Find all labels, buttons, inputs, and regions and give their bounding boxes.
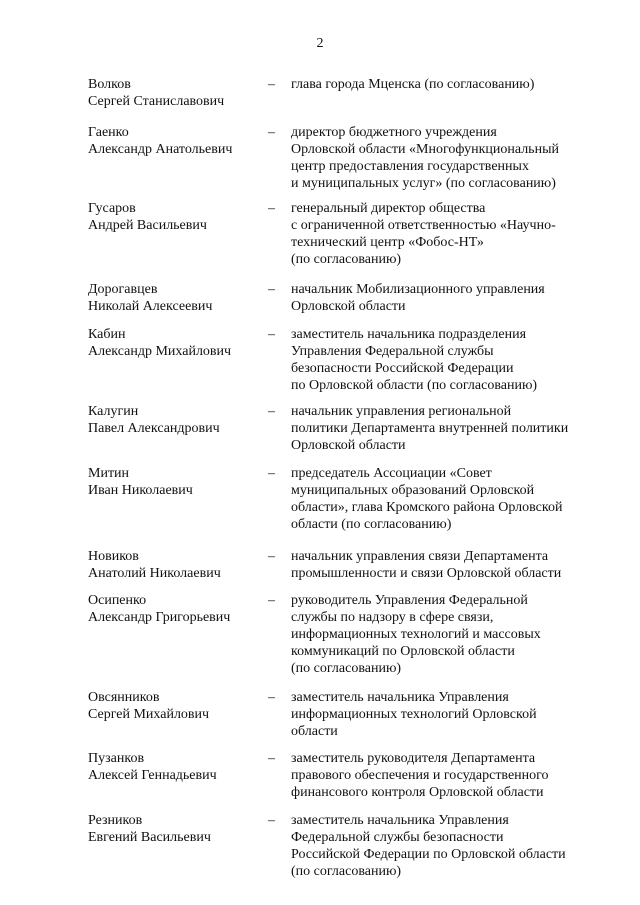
dash-separator: – <box>268 125 275 140</box>
member-position <box>291 812 594 880</box>
member-name <box>88 281 268 315</box>
dash-separator: – <box>268 751 275 766</box>
member-position <box>291 465 594 533</box>
position-line: заместитель начальника подразделения <box>291 327 527 342</box>
roster-entry <box>0 326 640 403</box>
position-line: (по согласованию) <box>291 661 402 676</box>
member-surname: Кабин <box>88 327 126 342</box>
page-number: 2 <box>316 36 324 51</box>
member-name <box>88 465 268 499</box>
position-line: заместитель начальника Управления <box>291 813 509 828</box>
position-line: генеральный директор общества <box>291 201 486 216</box>
member-given-names: Сергей Станиславович <box>88 94 225 109</box>
dash-separator: – <box>268 690 275 705</box>
member-name <box>88 548 268 582</box>
position-line: области <box>291 724 338 739</box>
position-line: председатель Ассоциации «Совет <box>291 466 492 481</box>
roster-entry <box>0 750 640 812</box>
member-surname: Дорогавцев <box>88 282 158 297</box>
member-name <box>88 200 268 234</box>
roster-entry <box>0 200 640 281</box>
position-line: начальник управления связи Департамента <box>291 549 549 564</box>
member-surname: Осипенко <box>88 593 147 608</box>
member-position <box>291 326 594 394</box>
dash-separator: – <box>268 77 275 92</box>
roster-entry <box>0 548 640 592</box>
dash-separator: – <box>268 404 275 419</box>
member-position <box>291 689 594 740</box>
member-name <box>88 76 268 110</box>
position-line: области», глава Кромского района Орловской <box>291 500 563 515</box>
member-given-names: Анатолий Николаевич <box>88 566 221 581</box>
member-surname: Гаенко <box>88 125 129 140</box>
dash-separator: – <box>268 593 275 608</box>
member-given-names: Александр Михайлович <box>88 344 232 359</box>
dash-separator: – <box>268 201 275 216</box>
roster-entry <box>0 76 640 124</box>
dash-separator: – <box>268 327 275 342</box>
member-name <box>88 326 268 360</box>
position-line: Федеральной службы безопасности <box>291 830 504 845</box>
member-name <box>88 689 268 723</box>
position-line: финансового контроля Орловской области <box>291 785 544 800</box>
member-surname: Волков <box>88 77 131 92</box>
roster-entry <box>0 465 640 548</box>
position-line: заместитель руководителя Департамента <box>291 751 536 766</box>
position-line: муниципальных образований Орловской <box>291 483 535 498</box>
member-name <box>88 812 268 846</box>
member-name <box>88 403 268 437</box>
member-position <box>291 200 594 268</box>
member-given-names: Павел Александрович <box>88 421 220 436</box>
member-given-names: Андрей Васильевич <box>88 218 207 233</box>
member-position <box>291 592 594 677</box>
commission-roster <box>0 76 640 884</box>
member-given-names: Александр Григорьевич <box>88 610 231 625</box>
position-line: технический центр «Фобос-НТ» <box>291 235 484 250</box>
roster-entry <box>0 124 640 200</box>
position-line: начальник Мобилизационного управления <box>291 282 545 297</box>
member-given-names: Сергей Михайлович <box>88 707 210 722</box>
roster-entry <box>0 403 640 465</box>
member-name <box>88 750 268 784</box>
member-given-names: Александр Анатольевич <box>88 142 233 157</box>
member-given-names: Иван Николаевич <box>88 483 193 498</box>
position-line: информационных технологий и массовых <box>291 627 541 642</box>
member-position <box>291 750 594 801</box>
position-line: и муниципальных услуг» (по согласованию) <box>291 176 556 191</box>
member-given-names: Николай Алексеевич <box>88 299 213 314</box>
dash-separator: – <box>268 282 275 297</box>
member-surname: Калугин <box>88 404 139 419</box>
position-line: директор бюджетного учреждения <box>291 125 497 140</box>
position-line: начальник управления региональной <box>291 404 512 419</box>
position-line: Управления Федеральной службы <box>291 344 494 359</box>
position-line: глава города Мценска (по согласованию) <box>291 77 535 92</box>
position-line: политики Департамента внутренней политики <box>291 421 569 436</box>
position-line: руководитель Управления Федеральной <box>291 593 528 608</box>
member-surname: Овсянников <box>88 690 160 705</box>
position-line: правового обеспечения и государственного <box>291 768 549 783</box>
roster-entry <box>0 592 640 689</box>
position-line: службы по надзору в сфере связи, <box>291 610 494 625</box>
position-line: (по согласованию) <box>291 864 402 879</box>
member-position <box>291 403 594 454</box>
dash-separator: – <box>268 466 275 481</box>
roster-entry <box>0 689 640 750</box>
position-line: безопасности Российской Федерации <box>291 361 514 376</box>
dash-separator: – <box>268 549 275 564</box>
position-line: коммуникаций по Орловской области <box>291 644 515 659</box>
member-name <box>88 592 268 626</box>
member-given-names: Алексей Геннадьевич <box>88 768 217 783</box>
member-position <box>291 281 594 315</box>
position-line: Орловской области <box>291 299 406 314</box>
position-line: с ограниченной ответственностью «Научно- <box>291 218 556 233</box>
member-name <box>88 124 268 158</box>
member-position <box>291 548 594 582</box>
position-line: Орловской области <box>291 438 406 453</box>
roster-entry <box>0 281 640 326</box>
position-line: информационных технологий Орловской <box>291 707 537 722</box>
member-surname: Митин <box>88 466 130 481</box>
member-surname: Пузанков <box>88 751 145 766</box>
position-line: центр предоставления государственных <box>291 159 529 174</box>
position-line: Российской Федерации по Орловской области <box>291 847 566 862</box>
member-position <box>291 76 594 93</box>
member-surname: Новиков <box>88 549 139 564</box>
position-line: Орловской области «Многофункциональный <box>291 142 559 157</box>
position-line: по Орловской области (по согласованию) <box>291 378 538 393</box>
position-line: заместитель начальника Управления <box>291 690 509 705</box>
position-line: (по согласованию) <box>291 252 402 267</box>
member-surname: Резников <box>88 813 143 828</box>
dash-separator: – <box>268 813 275 828</box>
member-given-names: Евгений Васильевич <box>88 830 211 845</box>
member-surname: Гусаров <box>88 201 136 216</box>
roster-entry <box>0 812 640 884</box>
position-line: области (по согласованию) <box>291 517 452 532</box>
member-position <box>291 124 594 192</box>
position-line: промышленности и связи Орловской области <box>291 566 562 581</box>
